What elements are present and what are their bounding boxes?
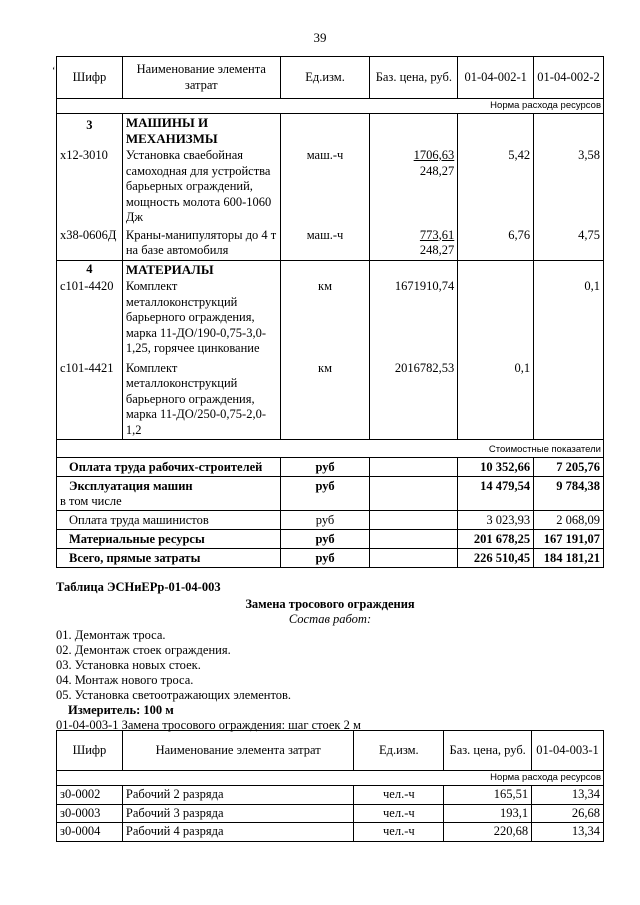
summary-value-1: 14 479,54 <box>458 477 534 511</box>
row-name: Установка сваебойная самоходная для устройства барьерных ограждений, мощность молота 600-1060 Дж <box>122 147 280 227</box>
header-code: Шифр <box>57 57 123 99</box>
page-number: 39 <box>313 30 327 45</box>
row-code: х12-3010 <box>57 147 123 227</box>
row-value-2 <box>534 358 604 440</box>
resource-table-01-04-002 <box>56 56 604 568</box>
row-value-2: 4,75 <box>534 227 604 261</box>
row-code: с101-4420 <box>57 278 123 358</box>
summary-unit: руб <box>280 511 370 530</box>
norm-caption: Норма расхода ресурсов <box>57 99 604 114</box>
row-price: 1671910,74 <box>370 278 458 358</box>
summary-value-1: 3 023,93 <box>458 511 534 530</box>
row-value-1: 6,76 <box>458 227 534 261</box>
header-price: Баз. цена, руб. <box>444 731 532 771</box>
row-unit: чел.-ч <box>354 786 444 805</box>
section-number: 4 <box>57 260 123 278</box>
header-code: Шифр <box>57 731 123 771</box>
row-value-1: 13,34 <box>532 786 604 805</box>
row-name: Краны-манипуляторы до 4 т на базе автомобиля <box>122 227 280 261</box>
row-unit: чел.-ч <box>354 823 444 842</box>
header-name: Наименование элемента затрат <box>122 731 354 771</box>
section-4-row <box>57 260 604 278</box>
row-value-1: 26,68 <box>532 804 604 823</box>
summary-label: Материальные ресурсы <box>57 530 281 549</box>
row-value-1: 5,42 <box>458 147 534 227</box>
table-row <box>57 786 604 805</box>
meter-line: Измеритель: 100 м <box>68 703 174 717</box>
summary-subnote: в том числе <box>60 494 122 508</box>
row-price: 193,1 <box>444 804 532 823</box>
row-unit: маш.-ч <box>280 147 370 227</box>
table-row <box>57 358 604 440</box>
section-number: 3 <box>57 114 123 148</box>
row-name: Комплект металлоконструкций барьерного ограждения, марка 11-ДО/250-0,75-2,0-1,2 <box>122 358 280 440</box>
work-item: 05. Установка светоотражающих элементов. <box>56 688 292 702</box>
summary-value-1: 226 510,45 <box>458 549 534 568</box>
row-unit: чел.-ч <box>354 804 444 823</box>
section-block <box>56 580 604 733</box>
row-unit: км <box>280 278 370 358</box>
summary-value-1: 10 352,66 <box>458 458 534 477</box>
summary-label: Эксплуатация машин <box>69 479 193 493</box>
work-item: 04. Монтаж нового троса. <box>56 673 194 687</box>
header-col2: 01-04-002-2 <box>534 57 604 99</box>
code-line: 01-04-003-1 Замена тросового ограждения: шаг стоек 2 м <box>56 718 361 732</box>
section-3-row <box>57 114 604 148</box>
resource-table-01-04-003 <box>56 730 604 842</box>
table-row <box>57 804 604 823</box>
header-col1: 01-04-003-1 <box>532 731 604 771</box>
row-price: 773,61 <box>419 227 455 242</box>
row-price: 220,68 <box>444 823 532 842</box>
summary-unit: руб <box>280 477 370 511</box>
row-value-2: 3,58 <box>534 147 604 227</box>
header-price: Баз. цена, руб. <box>370 57 458 99</box>
summary-label: Всего, прямые затраты <box>57 549 281 568</box>
table-title: Таблица ЭСНиЕРр-01-04-003 <box>56 580 221 594</box>
summary-value-2: 7 205,76 <box>534 458 604 477</box>
section-title: Замена тросового ограждения <box>245 597 415 611</box>
row-unit: км <box>280 358 370 440</box>
summary-row-machines <box>57 477 604 511</box>
summary-unit: руб <box>280 549 370 568</box>
summary-label: Оплата труда рабочих-строителей <box>57 458 281 477</box>
summary-unit: руб <box>280 530 370 549</box>
row-value-1: 0,1 <box>458 358 534 440</box>
header-unit: Ед.изм. <box>280 57 370 99</box>
row-code: с101-4421 <box>57 358 123 440</box>
row-unit: маш.-ч <box>280 227 370 261</box>
header-col1: 01-04-002-1 <box>458 57 534 99</box>
summary-label: Оплата труда машинистов <box>57 511 281 530</box>
row-value-1: 13,34 <box>532 823 604 842</box>
summary-row-labor <box>57 458 604 477</box>
row-code: з0-0003 <box>57 804 123 823</box>
work-item: 01. Демонтаж троса. <box>56 628 166 642</box>
row-name: Рабочий 3 разряда <box>122 804 354 823</box>
row-name: Рабочий 4 разряда <box>122 823 354 842</box>
summary-row-total <box>57 549 604 568</box>
table-row <box>57 227 604 261</box>
row-value-2: 0,1 <box>534 278 604 358</box>
cost-caption: Стоимостные показатели <box>57 440 604 458</box>
row-price-secondary: 248,27 <box>419 243 455 257</box>
row-value-1 <box>458 278 534 358</box>
header-name: Наименование элемента затрат <box>122 57 280 99</box>
row-price-secondary: 248,27 <box>419 163 455 178</box>
work-item: 02. Демонтаж стоек ограждения. <box>56 643 231 657</box>
section-title: МАШИНЫ И МЕХАНИЗМЫ <box>122 114 280 148</box>
summary-unit: руб <box>280 458 370 477</box>
summary-value-1: 201 678,25 <box>458 530 534 549</box>
row-price: 165,51 <box>444 786 532 805</box>
norm-caption-row <box>57 771 604 786</box>
summary-value-2: 2 068,09 <box>534 511 604 530</box>
table-header <box>57 731 604 771</box>
summary-value-2: 167 191,07 <box>534 530 604 549</box>
summary-value-2: 184 181,21 <box>534 549 604 568</box>
row-code: х38-0606Д <box>57 227 123 261</box>
work-item: 03. Установка новых стоек. <box>56 658 201 672</box>
row-name: Рабочий 2 разряда <box>122 786 354 805</box>
table-header <box>57 57 604 99</box>
summary-value-2: 9 784,38 <box>534 477 604 511</box>
norm-caption: Норма расхода ресурсов <box>57 771 604 786</box>
table-row <box>57 823 604 842</box>
row-name: Комплект металлоконструкций барьерного ограждения, марка 11-ДО/190-0,75-3,0-1,25, горячее цинкование <box>122 278 280 358</box>
row-price: 2016782,53 <box>370 358 458 440</box>
table-row <box>57 147 604 227</box>
header-unit: Ед.изм. <box>354 731 444 771</box>
section-title: МАТЕРИАЛЫ <box>122 260 280 278</box>
cost-caption-row <box>57 440 604 458</box>
norm-caption-row <box>57 99 604 114</box>
row-code: з0-0004 <box>57 823 123 842</box>
summary-row-materials <box>57 530 604 549</box>
section-subtitle: Состав работ: <box>288 612 372 626</box>
summary-row-operators <box>57 511 604 530</box>
margin-mark: ‘ <box>52 66 56 77</box>
row-price: 1706,63 <box>413 148 455 162</box>
table-row <box>57 278 604 358</box>
row-code: з0-0002 <box>57 786 123 805</box>
